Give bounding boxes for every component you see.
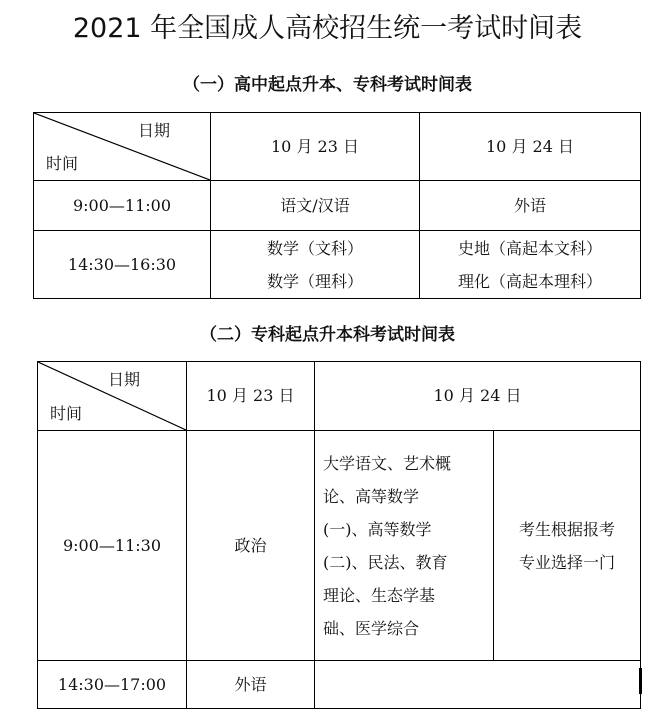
table1-date-header: 10 月 23 日 bbox=[211, 113, 420, 181]
table1-date-header: 10 月 24 日 bbox=[420, 113, 641, 181]
edge-mark bbox=[639, 668, 642, 694]
table1-subject-cell: 外语 bbox=[420, 181, 641, 231]
table1-subject-cell bbox=[211, 231, 420, 299]
subject-line: 础、医学综合 bbox=[323, 618, 420, 638]
subject-line: 理化（高起本理科） bbox=[457, 271, 602, 291]
corner-time-label: 时间 bbox=[50, 404, 83, 423]
table2-date-header: 10 月 24 日 bbox=[315, 362, 641, 431]
table1-corner-cell bbox=[34, 113, 211, 181]
table2-corner-cell bbox=[38, 362, 187, 431]
table1-subject-cell: 语文/汉语 bbox=[211, 181, 420, 231]
table2-note-cell bbox=[494, 431, 641, 661]
table1-schedule bbox=[33, 112, 641, 299]
table1-time-cell: 14:30—16:30 bbox=[34, 231, 211, 299]
subject-line: 论、高等数学 bbox=[323, 486, 420, 506]
table1-heading: （一）高中起点升本、专科考试时间表 bbox=[183, 75, 472, 95]
corner-date-label: 日期 bbox=[107, 370, 140, 389]
table2-heading: （二）专科起点升本科考试时间表 bbox=[200, 325, 455, 345]
subject-line: 史地（高起本文科） bbox=[457, 238, 602, 258]
table2-empty-cell bbox=[315, 661, 641, 709]
table2-subject-cell: 外语 bbox=[187, 661, 315, 709]
subject-line: (一)、高等数学 bbox=[323, 519, 432, 539]
note-line: 专业选择一门 bbox=[518, 552, 615, 572]
table2-time-cell: 14:30—17:00 bbox=[38, 661, 187, 709]
table1-subject-cell bbox=[420, 231, 641, 299]
table1-time-cell: 9:00—11:00 bbox=[34, 181, 211, 231]
table2-subject-cell: 政治 bbox=[187, 431, 315, 661]
table2-schedule bbox=[37, 361, 641, 709]
subject-line: 理论、生态学基 bbox=[323, 585, 436, 605]
corner-time-label: 时间 bbox=[46, 154, 79, 173]
subject-line: 数学（理科） bbox=[266, 271, 363, 291]
table2-time-cell: 9:00—11:30 bbox=[38, 431, 187, 661]
table2-date-header: 10 月 23 日 bbox=[187, 362, 315, 431]
subject-line: 大学语文、艺术概 bbox=[323, 453, 452, 473]
corner-date-label: 日期 bbox=[137, 121, 170, 140]
table2-subject-list bbox=[315, 431, 494, 661]
subject-line: (二)、民法、教育 bbox=[323, 552, 448, 572]
subject-line: 数学（文科） bbox=[266, 238, 363, 258]
page-title: 2021 年全国成人高校招生统一考试时间表 bbox=[72, 13, 583, 44]
note-line: 考生根据报考 bbox=[518, 519, 615, 539]
